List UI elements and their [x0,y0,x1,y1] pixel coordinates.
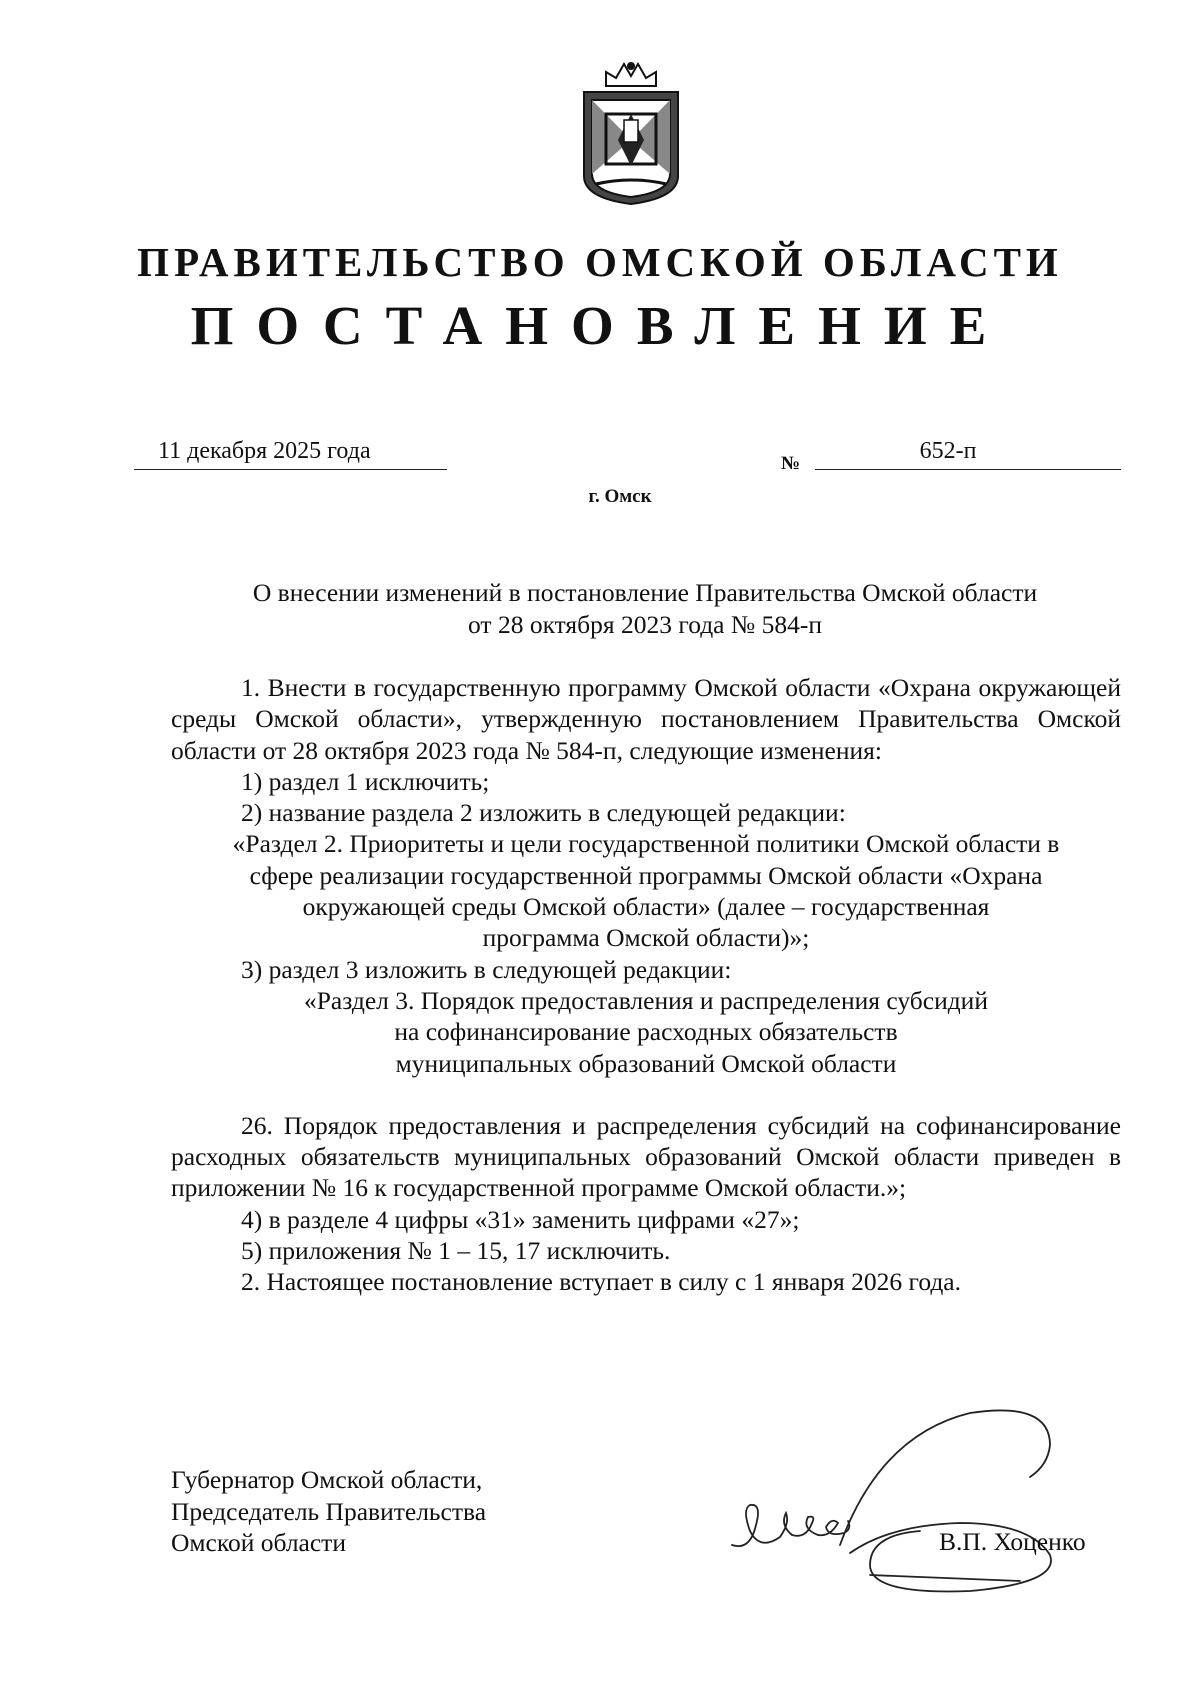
item-3: 3) раздел 3 изложить в следующей редакции: [241,954,732,984]
document-body [171,672,1121,1298]
document-number: 652-п [815,438,1121,470]
signer-position-line-2: Председатель Правительства [171,1496,487,1526]
quote-1-line-1: «Раздел 2. Приоритеты и цели государственной политики Омской области в [232,829,1060,859]
signer-position-line-1: Губернатор Омской области, [171,1465,483,1494]
item-4: 4) в разделе 4 цифры «31» заменить цифрами «27»; [241,1204,800,1234]
signer-position [171,1464,486,1559]
document-type-title: ПОСТАНОВЛЕНИЕ [190,295,1010,356]
quote-2-line-1: «Раздел 3. Порядок предоставления и распределения субсидий [304,985,988,1015]
quote-1-line-2: сфере реализации государственной программы Омской области «Охрана [249,860,1043,890]
item-5: 5) приложения № 1 – 15, 17 исключить. [241,1236,671,1266]
paragraph-26: 26. Порядок предоставления и распределения субсидий на софинансирование расходных обязательств муниципальных образований Омской области приведен в приложении № 16 к государственной программе Омской области.»; [171,1110,1121,1203]
signer-position-line-3: Омской области [171,1528,346,1557]
number-label: № [781,453,801,474]
organization-title: ПРАВИТЕЛЬСТВО ОМСКОЙ ОБЛАСТИ [137,239,1063,285]
heading-line-2: от 28 октября 2023 года № 584-п [468,610,822,639]
handwritten-signature [720,1405,1115,1600]
coat-of-arms-emblem [576,58,686,208]
item-1: 1) раздел 1 исключить; [241,766,490,796]
paragraph-1: 1. Внести в государственную программу Омской области «Охрана окружающей среды Омской области», утвержденную постановлением Правительства Омской области от 28 октября 2023 года № 584-п, следующие изменения: [171,673,1121,765]
quote-1-line-4: программа Омской области)»; [482,923,810,953]
city-label: г. Омск [588,486,652,507]
document-date: 11 декабря 2025 года [134,438,447,470]
paragraph-2: 2. Настоящее постановление вступает в силу с 1 января 2026 года. [241,1267,962,1297]
spacer [171,1079,1121,1110]
quote-2-line-3: муниципальных образований Омской области [395,1048,897,1078]
item-2: 2) название раздела 2 изложить в следующей редакции: [241,798,846,828]
quote-2-line-2: на софинансирование расходных обязательств [394,1017,898,1047]
heading-line-1: О внесении изменений в постановление Правительства Омской области [252,578,1038,607]
quote-1-line-3: окружающей среды Омской области» (далее – государственная [302,892,990,922]
document-heading [170,577,1120,641]
signer-name: В.П. Хоценко [939,1527,1086,1556]
